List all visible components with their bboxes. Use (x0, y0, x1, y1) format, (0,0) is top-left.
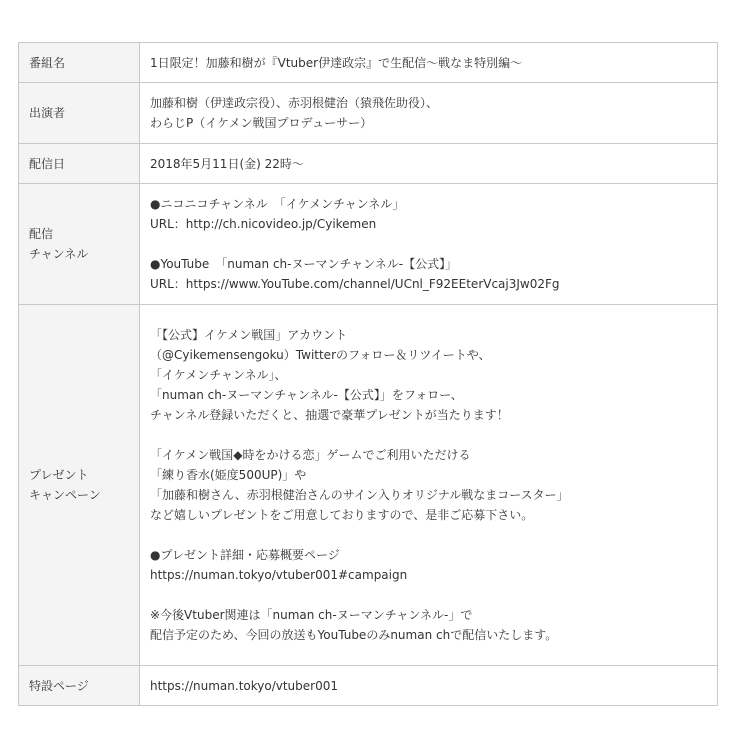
niconico-channel-name: ●ニコニコチャンネル 「イケメンチャンネル」 (150, 197, 405, 211)
campaign-value (140, 305, 718, 666)
program-info-table (18, 42, 718, 706)
row-date (19, 144, 718, 184)
campaign-text-line: 「イケメン戦国◆時をかける恋」ゲームでご利用いただける (150, 448, 471, 462)
youtube-channel-url[interactable]: URL：https://www.YouTube.com/channel/UCnl_F92EEterVcaj3Jw02Fg (150, 277, 560, 291)
cast-line: 加藤和樹（伊達政宗役）、赤羽根健治（猿飛佐助役）、 (150, 96, 439, 110)
special-page-label: 特設ページ (19, 666, 140, 706)
cast-line: わらじP（イケメン戦国プロデューサー） (150, 116, 373, 130)
special-page-url[interactable]: https://numan.tokyo/vtuber001 (140, 666, 718, 706)
campaign-text-line: チャンネル登録いただくと、抽選で豪華プレゼントが当たります！ (150, 408, 509, 422)
row-cast (19, 83, 718, 144)
program-name-label: 番組名 (19, 43, 140, 83)
campaign-detail-heading: ●プレゼント詳細・応募概要ページ (150, 548, 340, 562)
row-program-name (19, 43, 718, 83)
channel-label-line: チャンネル (29, 247, 89, 261)
campaign-text-line: 「【公式】イケメン戦国」アカウント (150, 328, 348, 342)
campaign-note-line: 配信予定のため、今回の放送もYouTubeのみnuman chで配信いたします。 (150, 628, 558, 642)
campaign-text-line: など嬉しいプレゼントをご用意しておりますので、是非ご応募下さい。 (150, 508, 534, 522)
campaign-text-line: 「練り香水(姫度500UP)」や (150, 468, 307, 482)
campaign-text-line: 「加藤和樹さん、赤羽根健治さんのサイン入りオリジナル戦なまコースター」 (150, 488, 569, 502)
row-campaign (19, 305, 718, 666)
spacer (150, 234, 707, 254)
date-label: 配信日 (19, 144, 140, 184)
channel-label (19, 184, 140, 305)
row-channel (19, 184, 718, 305)
date-value: 2018年5月11日(金) 22時〜 (140, 144, 718, 184)
program-name-value: 1日限定！加藤和樹が『Vtuber伊達政宗』で生配信〜戦なま特別編〜 (140, 43, 718, 83)
channel-label-line: 配信 (29, 227, 54, 241)
campaign-text-line: 「イケメンチャンネル」、 (150, 368, 287, 382)
row-special-page (19, 666, 718, 706)
campaign-label-line: プレゼント (29, 468, 89, 482)
spacer (150, 425, 707, 445)
campaign-detail-url[interactable]: https://numan.tokyo/vtuber001#campaign (150, 568, 408, 582)
campaign-note-line: ※今後Vtuber関連は「numan ch-ヌーマンチャンネル-」で (150, 608, 473, 622)
spacer (150, 525, 707, 545)
niconico-channel-url[interactable]: URL：http://ch.nicovideo.jp/Cyikemen (150, 217, 377, 231)
campaign-label (19, 305, 140, 666)
campaign-text-line: 「numan ch-ヌーマンチャンネル-【公式】」をフォロー、 (150, 388, 463, 402)
campaign-text-line: （@Cyikemensengoku）Twitterのフォロー＆リツイートや、 (150, 348, 491, 362)
campaign-label-line: キャンペーン (29, 488, 101, 502)
cast-value (140, 83, 718, 144)
spacer (150, 585, 707, 605)
cast-label: 出演者 (19, 83, 140, 144)
channel-value (140, 184, 718, 305)
youtube-channel-name: ●YouTube 「numan ch-ヌーマンチャンネル-【公式】」 (150, 257, 458, 271)
